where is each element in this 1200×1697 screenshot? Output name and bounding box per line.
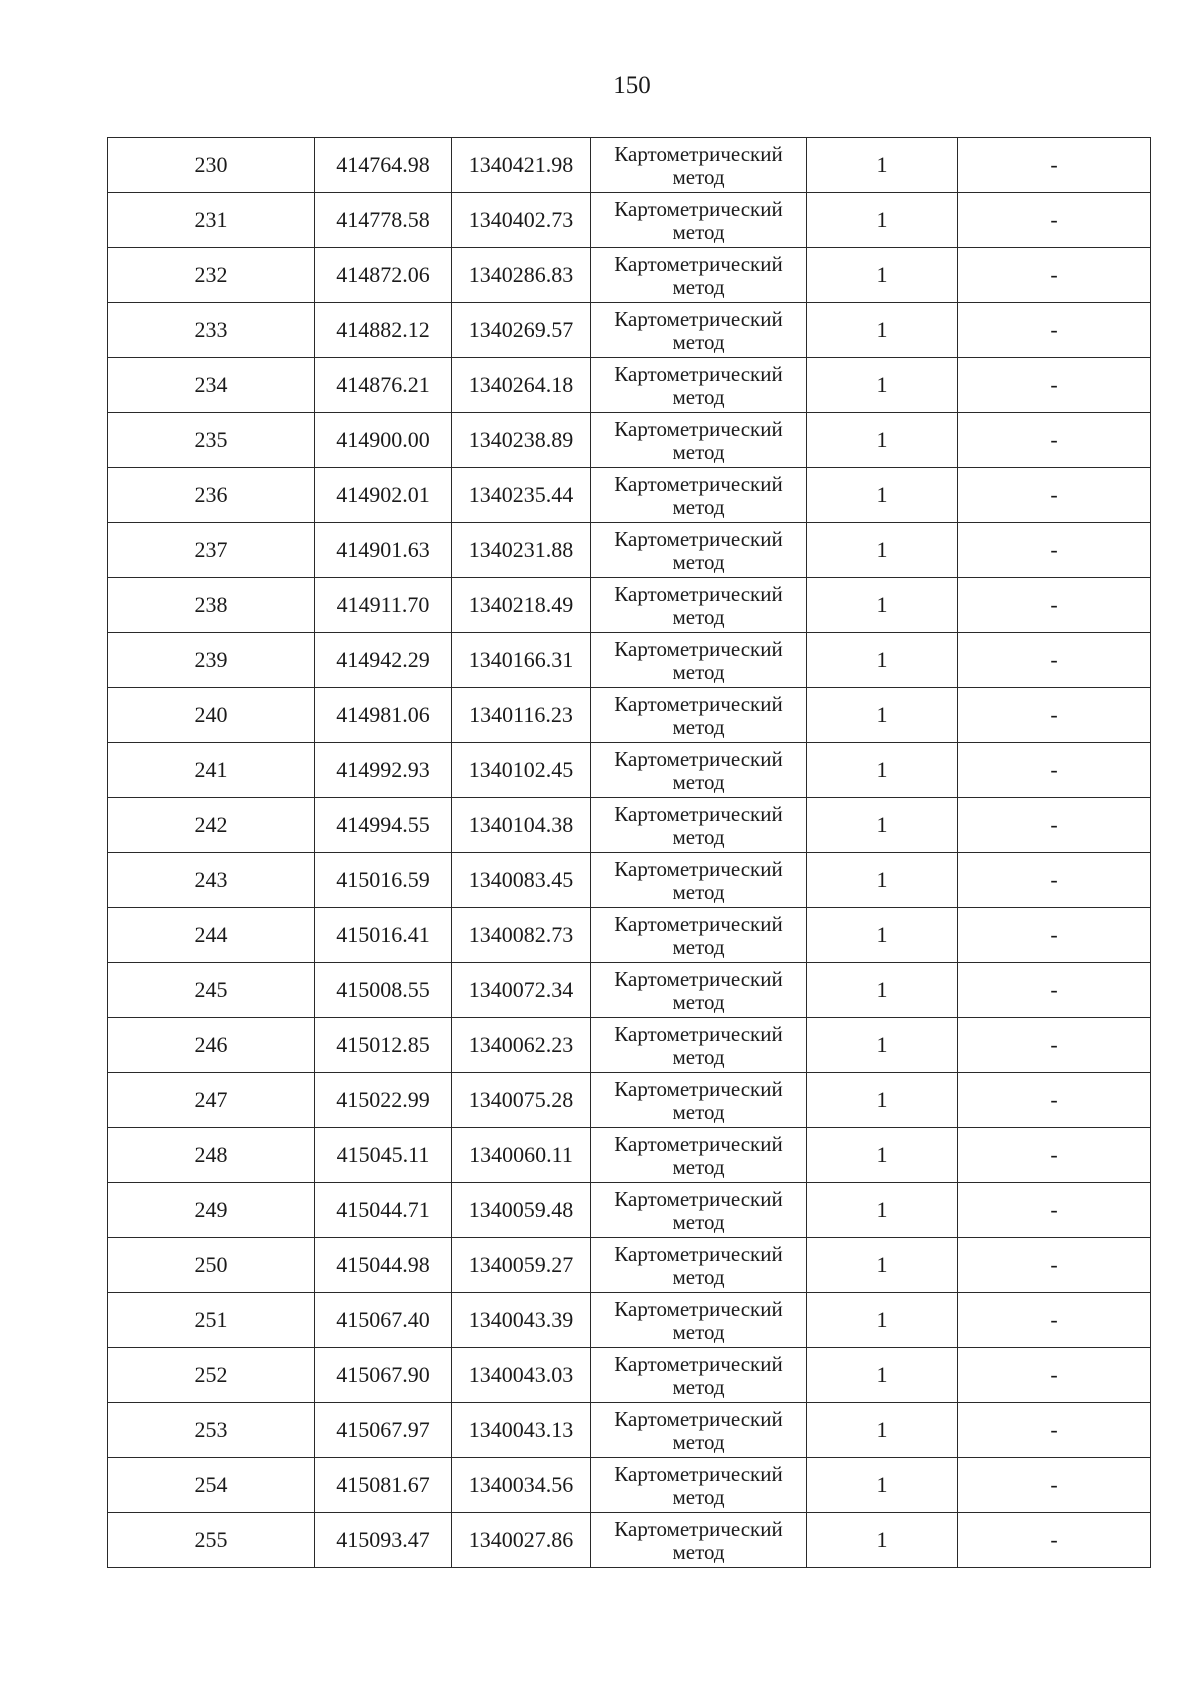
x-coordinate-cell: 414764.98	[315, 138, 452, 193]
x-coordinate-cell: 414778.58	[315, 193, 452, 248]
table-row	[108, 633, 1151, 688]
method-line-2: метод	[672, 1044, 725, 1069]
method-line-2: метод	[672, 1209, 725, 1234]
note-cell: -	[958, 633, 1151, 688]
point-number-cell: 230	[108, 138, 315, 193]
accuracy-cell: 1	[807, 1513, 958, 1568]
method-cell	[591, 193, 807, 248]
y-coordinate-cell: 1340102.45	[452, 743, 591, 798]
table-row	[108, 1238, 1151, 1293]
note-cell: -	[958, 798, 1151, 853]
table-row	[108, 578, 1151, 633]
y-coordinate-cell: 1340043.13	[452, 1403, 591, 1458]
method-line-1: Картометрический	[614, 581, 783, 606]
note-cell: -	[958, 1293, 1151, 1348]
x-coordinate-cell: 415045.11	[315, 1128, 452, 1183]
accuracy-cell: 1	[807, 1238, 958, 1293]
point-number-cell: 240	[108, 688, 315, 743]
y-coordinate-cell: 1340264.18	[452, 358, 591, 413]
method-cell	[591, 1348, 807, 1403]
accuracy-cell: 1	[807, 1018, 958, 1073]
y-coordinate-cell: 1340027.86	[452, 1513, 591, 1568]
accuracy-cell: 1	[807, 688, 958, 743]
method-line-1: Картометрический	[614, 471, 783, 496]
y-coordinate-cell: 1340034.56	[452, 1458, 591, 1513]
y-coordinate-cell: 1340060.11	[452, 1128, 591, 1183]
table-row	[108, 743, 1151, 798]
note-cell: -	[958, 1348, 1151, 1403]
method-line-1: Картометрический	[614, 361, 783, 386]
method-line-1: Картометрический	[614, 416, 783, 441]
accuracy-cell: 1	[807, 1293, 958, 1348]
x-coordinate-cell: 414981.06	[315, 688, 452, 743]
method-line-2: метод	[672, 1484, 725, 1509]
point-number-cell: 239	[108, 633, 315, 688]
accuracy-cell: 1	[807, 138, 958, 193]
note-cell: -	[958, 688, 1151, 743]
point-number-cell: 232	[108, 248, 315, 303]
method-line-2: метод	[672, 824, 725, 849]
y-coordinate-cell: 1340083.45	[452, 853, 591, 908]
accuracy-cell: 1	[807, 1073, 958, 1128]
x-coordinate-cell: 415022.99	[315, 1073, 452, 1128]
point-number-cell: 255	[108, 1513, 315, 1568]
table-row	[108, 138, 1151, 193]
note-cell: -	[958, 743, 1151, 798]
note-cell: -	[958, 138, 1151, 193]
method-cell	[591, 523, 807, 578]
table-row	[108, 688, 1151, 743]
method-line-1: Картометрический	[614, 801, 783, 826]
method-line-2: метод	[672, 934, 725, 959]
note-cell: -	[958, 248, 1151, 303]
x-coordinate-cell: 415067.90	[315, 1348, 452, 1403]
table-row	[108, 1018, 1151, 1073]
y-coordinate-cell: 1340269.57	[452, 303, 591, 358]
method-cell	[591, 1238, 807, 1293]
accuracy-cell: 1	[807, 853, 958, 908]
method-line-1: Картометрический	[614, 196, 783, 221]
point-number-cell: 249	[108, 1183, 315, 1238]
accuracy-cell: 1	[807, 798, 958, 853]
y-coordinate-cell: 1340238.89	[452, 413, 591, 468]
method-cell	[591, 1458, 807, 1513]
y-coordinate-cell: 1340062.23	[452, 1018, 591, 1073]
point-number-cell: 231	[108, 193, 315, 248]
note-cell: -	[958, 193, 1151, 248]
method-line-1: Картометрический	[614, 1516, 783, 1541]
method-line-1: Картометрический	[614, 1131, 783, 1156]
table-row	[108, 1403, 1151, 1458]
x-coordinate-cell: 415067.97	[315, 1403, 452, 1458]
table-row	[108, 1073, 1151, 1128]
method-cell	[591, 303, 807, 358]
method-line-2: метод	[672, 164, 725, 189]
method-line-1: Картометрический	[614, 1406, 783, 1431]
method-line-1: Картометрический	[614, 746, 783, 771]
method-cell	[591, 358, 807, 413]
method-line-1: Картометрический	[614, 1461, 783, 1486]
table-row	[108, 468, 1151, 523]
accuracy-cell: 1	[807, 743, 958, 798]
y-coordinate-cell: 1340235.44	[452, 468, 591, 523]
x-coordinate-cell: 415044.71	[315, 1183, 452, 1238]
method-line-1: Картометрический	[614, 636, 783, 661]
method-cell	[591, 633, 807, 688]
accuracy-cell: 1	[807, 1348, 958, 1403]
method-cell	[591, 1403, 807, 1458]
point-number-cell: 242	[108, 798, 315, 853]
y-coordinate-cell: 1340059.48	[452, 1183, 591, 1238]
page-number: 150	[613, 72, 651, 99]
method-line-2: метод	[672, 714, 725, 739]
accuracy-cell: 1	[807, 413, 958, 468]
point-number-cell: 254	[108, 1458, 315, 1513]
method-line-2: метод	[672, 1264, 725, 1289]
y-coordinate-cell: 1340043.03	[452, 1348, 591, 1403]
note-cell: -	[958, 1128, 1151, 1183]
method-line-1: Картометрический	[614, 1351, 783, 1376]
method-line-2: метод	[672, 329, 725, 354]
method-cell	[591, 1513, 807, 1568]
method-line-2: метод	[672, 1099, 725, 1124]
method-line-2: метод	[672, 549, 725, 574]
method-line-2: метод	[672, 769, 725, 794]
point-number-cell: 236	[108, 468, 315, 523]
y-coordinate-cell: 1340082.73	[452, 908, 591, 963]
method-cell	[591, 743, 807, 798]
method-cell	[591, 908, 807, 963]
method-line-1: Картометрический	[614, 251, 783, 276]
table-row	[108, 358, 1151, 413]
x-coordinate-cell: 414901.63	[315, 523, 452, 578]
table-row	[108, 908, 1151, 963]
x-coordinate-cell: 414876.21	[315, 358, 452, 413]
method-line-1: Картометрический	[614, 911, 783, 936]
accuracy-cell: 1	[807, 963, 958, 1018]
method-line-2: метод	[672, 604, 725, 629]
table-row	[108, 963, 1151, 1018]
y-coordinate-cell: 1340116.23	[452, 688, 591, 743]
note-cell: -	[958, 1073, 1151, 1128]
note-cell: -	[958, 1183, 1151, 1238]
method-cell	[591, 1073, 807, 1128]
table-row	[108, 248, 1151, 303]
method-cell	[591, 413, 807, 468]
note-cell: -	[958, 853, 1151, 908]
y-coordinate-cell: 1340286.83	[452, 248, 591, 303]
note-cell: -	[958, 1458, 1151, 1513]
x-coordinate-cell: 414900.00	[315, 413, 452, 468]
method-line-2: метод	[672, 879, 725, 904]
point-number-cell: 245	[108, 963, 315, 1018]
x-coordinate-cell: 414942.29	[315, 633, 452, 688]
table-row	[108, 413, 1151, 468]
point-number-cell: 253	[108, 1403, 315, 1458]
x-coordinate-cell: 415016.59	[315, 853, 452, 908]
method-line-1: Картометрический	[614, 1186, 783, 1211]
table-row	[108, 1293, 1151, 1348]
note-cell: -	[958, 413, 1151, 468]
accuracy-cell: 1	[807, 1458, 958, 1513]
note-cell: -	[958, 963, 1151, 1018]
table-row	[108, 1348, 1151, 1403]
method-line-1: Картометрический	[614, 141, 783, 166]
accuracy-cell: 1	[807, 468, 958, 523]
y-coordinate-cell: 1340075.28	[452, 1073, 591, 1128]
accuracy-cell: 1	[807, 523, 958, 578]
accuracy-cell: 1	[807, 908, 958, 963]
method-line-2: метод	[672, 1539, 725, 1564]
point-number-cell: 233	[108, 303, 315, 358]
point-number-cell: 247	[108, 1073, 315, 1128]
table-row	[108, 523, 1151, 578]
point-number-cell: 248	[108, 1128, 315, 1183]
point-number-cell: 252	[108, 1348, 315, 1403]
accuracy-cell: 1	[807, 193, 958, 248]
y-coordinate-cell: 1340059.27	[452, 1238, 591, 1293]
method-line-1: Картометрический	[614, 856, 783, 881]
point-number-cell: 246	[108, 1018, 315, 1073]
point-number-cell: 237	[108, 523, 315, 578]
method-cell	[591, 1183, 807, 1238]
table-row	[108, 1128, 1151, 1183]
note-cell: -	[958, 1238, 1151, 1293]
point-number-cell: 250	[108, 1238, 315, 1293]
accuracy-cell: 1	[807, 248, 958, 303]
method-cell	[591, 798, 807, 853]
accuracy-cell: 1	[807, 633, 958, 688]
note-cell: -	[958, 1018, 1151, 1073]
x-coordinate-cell: 415081.67	[315, 1458, 452, 1513]
method-line-1: Картометрический	[614, 966, 783, 991]
method-cell	[591, 248, 807, 303]
method-line-2: метод	[672, 1154, 725, 1179]
x-coordinate-cell: 415008.55	[315, 963, 452, 1018]
x-coordinate-cell: 414882.12	[315, 303, 452, 358]
y-coordinate-cell: 1340072.34	[452, 963, 591, 1018]
table-row	[108, 853, 1151, 908]
method-cell	[591, 1018, 807, 1073]
point-number-cell: 243	[108, 853, 315, 908]
note-cell: -	[958, 303, 1151, 358]
table-row	[108, 1513, 1151, 1568]
method-line-2: метод	[672, 659, 725, 684]
method-cell	[591, 853, 807, 908]
y-coordinate-cell: 1340231.88	[452, 523, 591, 578]
coordinates-table	[107, 137, 1151, 1568]
x-coordinate-cell: 414911.70	[315, 578, 452, 633]
accuracy-cell: 1	[807, 1403, 958, 1458]
table-row	[108, 303, 1151, 358]
y-coordinate-cell: 1340166.31	[452, 633, 591, 688]
x-coordinate-cell: 414994.55	[315, 798, 452, 853]
x-coordinate-cell: 415067.40	[315, 1293, 452, 1348]
accuracy-cell: 1	[807, 358, 958, 413]
note-cell: -	[958, 358, 1151, 413]
table-row	[108, 1458, 1151, 1513]
accuracy-cell: 1	[807, 578, 958, 633]
x-coordinate-cell: 415044.98	[315, 1238, 452, 1293]
point-number-cell: 241	[108, 743, 315, 798]
method-line-2: метод	[672, 1374, 725, 1399]
method-cell	[591, 468, 807, 523]
point-number-cell: 238	[108, 578, 315, 633]
point-number-cell: 234	[108, 358, 315, 413]
table-row	[108, 798, 1151, 853]
y-coordinate-cell: 1340402.73	[452, 193, 591, 248]
note-cell: -	[958, 1403, 1151, 1458]
method-line-1: Картометрический	[614, 1241, 783, 1266]
method-cell	[591, 963, 807, 1018]
x-coordinate-cell: 414902.01	[315, 468, 452, 523]
method-line-2: метод	[672, 1319, 725, 1344]
note-cell: -	[958, 1513, 1151, 1568]
method-cell	[591, 138, 807, 193]
method-line-1: Картометрический	[614, 691, 783, 716]
method-line-2: метод	[672, 1429, 725, 1454]
table-row	[108, 193, 1151, 248]
method-cell	[591, 1293, 807, 1348]
y-coordinate-cell: 1340218.49	[452, 578, 591, 633]
x-coordinate-cell: 415016.41	[315, 908, 452, 963]
x-coordinate-cell: 414992.93	[315, 743, 452, 798]
point-number-cell: 251	[108, 1293, 315, 1348]
method-line-1: Картометрический	[614, 1076, 783, 1101]
method-line-1: Картометрический	[614, 526, 783, 551]
accuracy-cell: 1	[807, 303, 958, 358]
method-cell	[591, 578, 807, 633]
method-line-2: метод	[672, 989, 725, 1014]
y-coordinate-cell: 1340421.98	[452, 138, 591, 193]
x-coordinate-cell: 414872.06	[315, 248, 452, 303]
coordinates-table-body	[108, 138, 1151, 1568]
y-coordinate-cell: 1340043.39	[452, 1293, 591, 1348]
method-cell	[591, 1128, 807, 1183]
method-line-1: Картометрический	[614, 306, 783, 331]
method-line-2: метод	[672, 274, 725, 299]
method-line-2: метод	[672, 439, 725, 464]
note-cell: -	[958, 468, 1151, 523]
method-line-2: метод	[672, 219, 725, 244]
x-coordinate-cell: 415093.47	[315, 1513, 452, 1568]
method-line-1: Картометрический	[614, 1296, 783, 1321]
method-cell	[591, 688, 807, 743]
method-line-2: метод	[672, 384, 725, 409]
point-number-cell: 235	[108, 413, 315, 468]
note-cell: -	[958, 578, 1151, 633]
note-cell: -	[958, 908, 1151, 963]
accuracy-cell: 1	[807, 1183, 958, 1238]
x-coordinate-cell: 415012.85	[315, 1018, 452, 1073]
table-row	[108, 1183, 1151, 1238]
note-cell: -	[958, 523, 1151, 578]
method-line-1: Картометрический	[614, 1021, 783, 1046]
y-coordinate-cell: 1340104.38	[452, 798, 591, 853]
method-line-2: метод	[672, 494, 725, 519]
point-number-cell: 244	[108, 908, 315, 963]
accuracy-cell: 1	[807, 1128, 958, 1183]
